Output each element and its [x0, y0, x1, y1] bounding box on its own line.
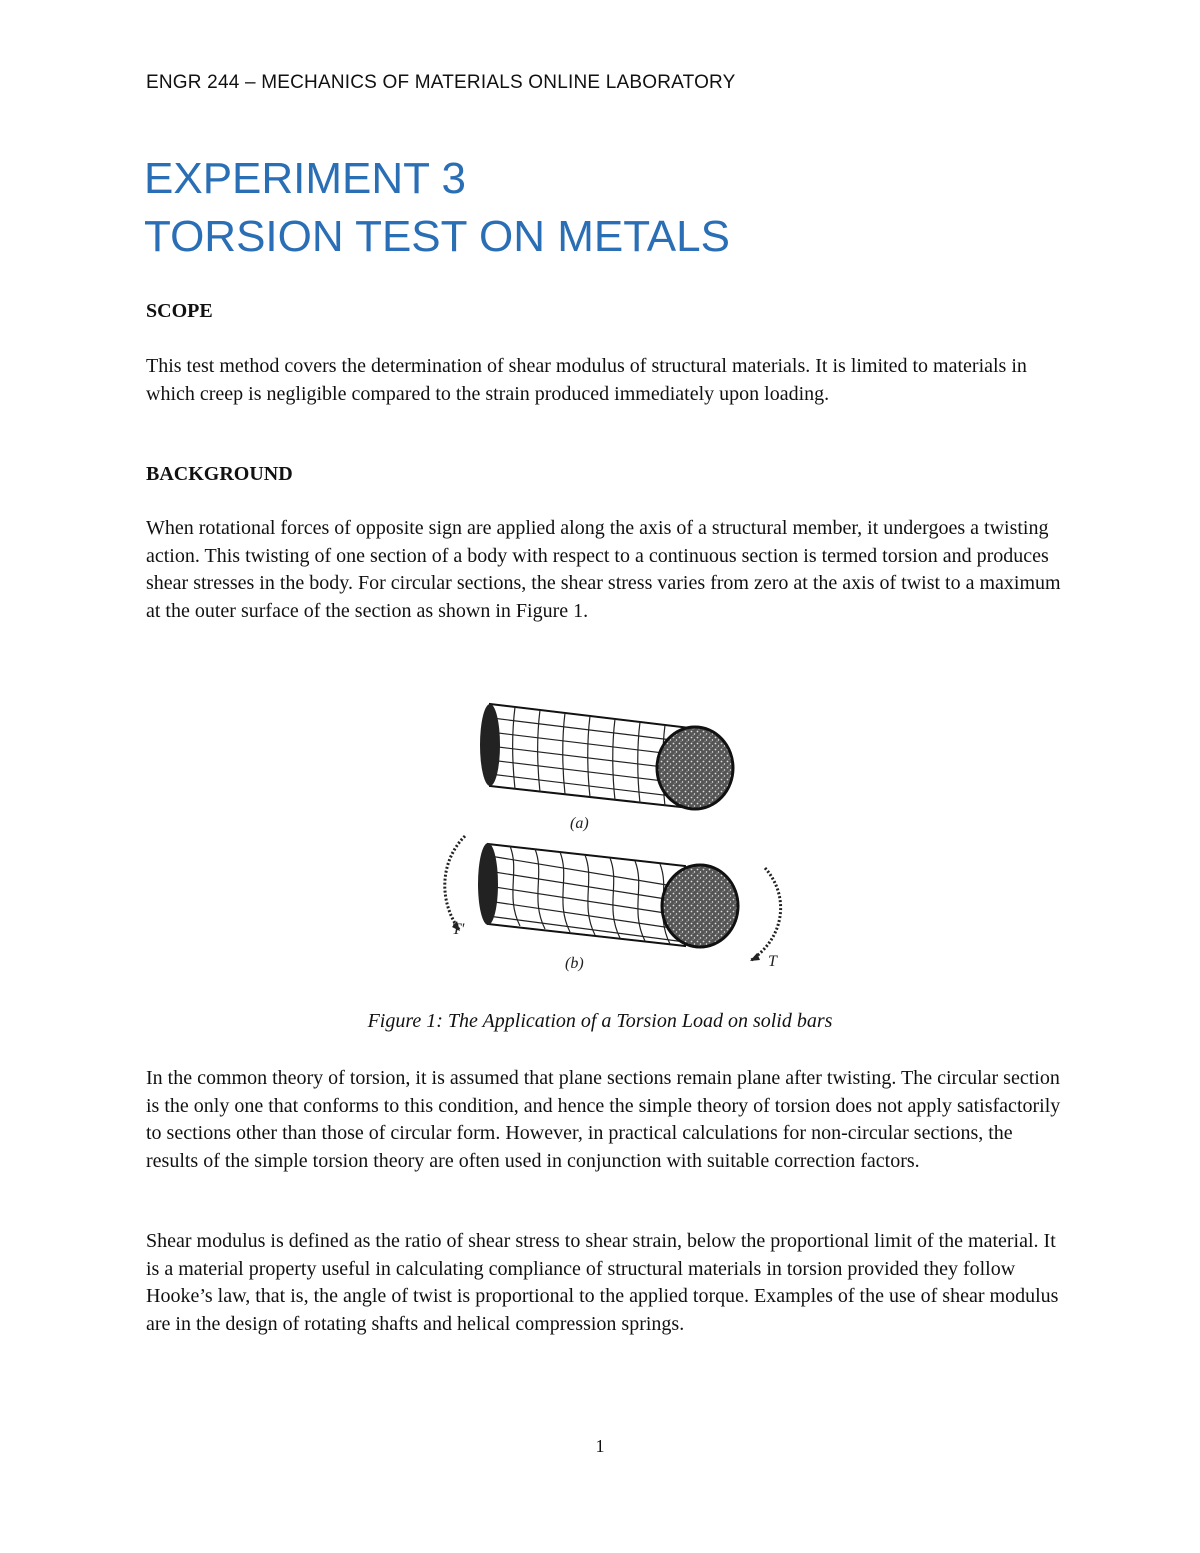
bar-untwisted	[480, 704, 733, 809]
title-line-2: TORSION TEST ON METALS	[144, 212, 730, 261]
bar-twisted	[445, 836, 781, 961]
document-title	[144, 150, 730, 266]
title-line-1: EXPERIMENT 3	[144, 154, 466, 203]
page-header: ENGR 244 – MECHANICS OF MATERIALS ONLINE LABORATORY	[146, 72, 736, 93]
figure-label-t-prime: T'	[452, 921, 465, 938]
theory-paragraph: In the common theory of torsion, it is assumed that plane sections remain plane after twisting. The circular section is the only one that conforms to this condition, and hence the simple theory of torsion does not apply satisfactorily to sections other than those of circular form. However, in practical calculations for non-circular sections, the results of the simple torsion theory are often used in conjunction with suitable correction factors.	[146, 1067, 1061, 1172]
torsion-figure	[420, 676, 800, 976]
page-number: 1	[595, 1436, 605, 1456]
figure-label-t: T	[768, 953, 777, 970]
background-paragraph: When rotational forces of opposite sign are applied along the axis of a structural member, it undergoes a twisting action. This twisting of one section of a body with respect to a continuous section is termed torsion and produces shear stresses in the body. For circular sections, the shear stress varies from zero at the axis of twist to a maximum at the outer surface of the section as shown in Figure 1.	[146, 517, 1061, 622]
background-heading: BACKGROUND	[146, 463, 293, 485]
figure-label-a: (a)	[570, 815, 589, 832]
shear-modulus-paragraph: Shear modulus is defined as the ratio of shear stress to shear strain, below the proportional limit of the material. It is a material property useful in calculating compliance of structural materials in torsion provided they follow Hooke’s law, that is, the angle of twist is proportional to the applied torque. Examples of the use of shear modulus are in the design of rotating shafts and helical compression springs.	[146, 1230, 1059, 1335]
torsion-bars-illustration	[420, 676, 800, 976]
scope-heading: SCOPE	[146, 300, 213, 322]
figure-label-b: (b)	[565, 955, 584, 972]
scope-paragraph: This test method covers the determination of shear modulus of structural materials. It is limited to materials in which creep is negligible compared to the strain produced immediately upon loading.	[146, 355, 1027, 405]
figure-caption: Figure 1: The Application of a Torsion Load on solid bars	[367, 1010, 833, 1032]
